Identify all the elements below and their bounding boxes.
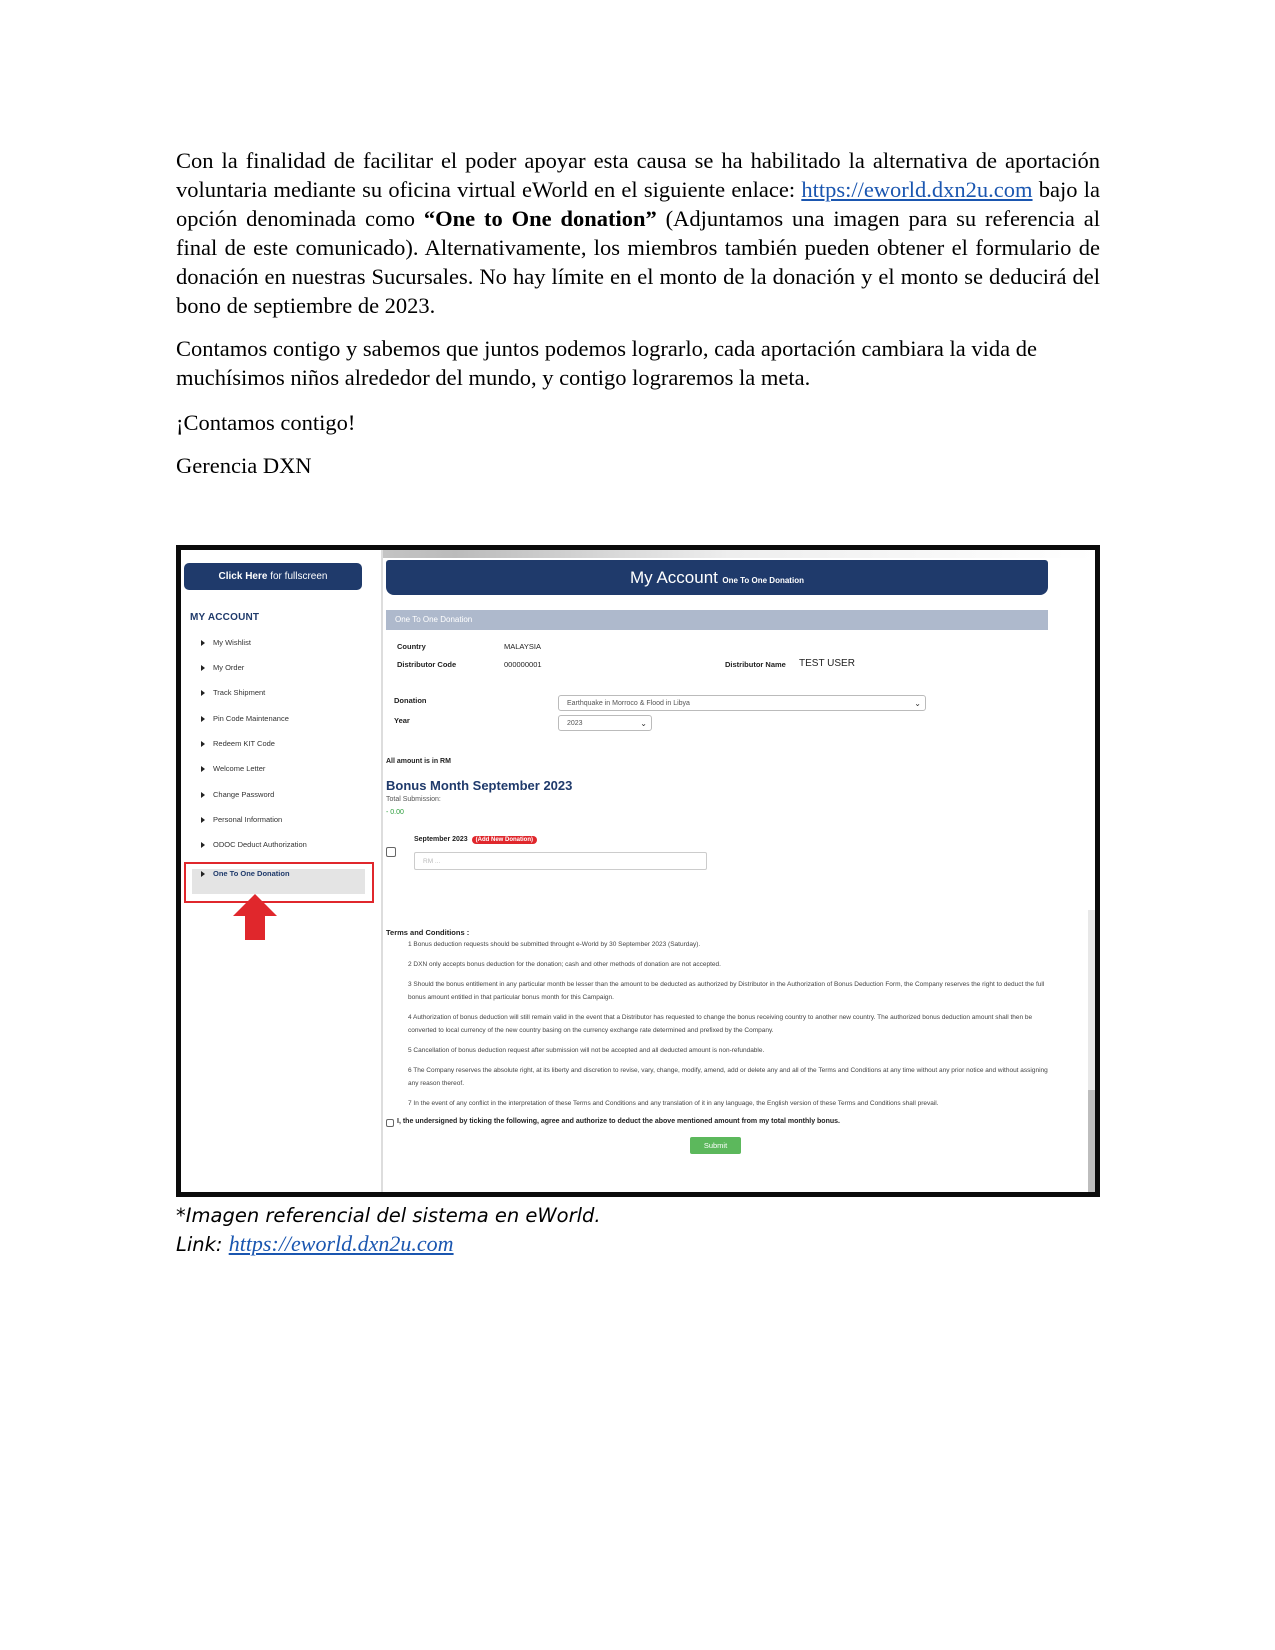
agree-checkbox[interactable] xyxy=(386,1119,394,1127)
caret-right-icon xyxy=(201,741,205,747)
sidebar-item-label: One To One Donation xyxy=(213,869,290,878)
section-title-bar: One To One Donation xyxy=(386,610,1048,630)
sidebar-item-welcome-letter[interactable] xyxy=(201,764,265,773)
paragraph-intro xyxy=(176,146,1100,320)
year-label: Year xyxy=(394,716,410,725)
one-to-one-donation-label: “One to One donation” xyxy=(423,206,657,231)
main-panel xyxy=(381,550,1095,1192)
sidebar-item-odoc[interactable] xyxy=(201,840,307,849)
caret-right-icon xyxy=(201,690,205,696)
term-item: 5 Cancellation of bonus deduction request after submission will not be accepted and all deducted amount is non-refundable. xyxy=(408,1047,765,1054)
sidebar-item-label: Change Password xyxy=(213,790,275,799)
caret-right-icon xyxy=(201,640,205,646)
sidebar-item-personal-info[interactable] xyxy=(201,815,282,824)
red-arrow-up-icon xyxy=(233,894,277,940)
paragraph-intro-text: Con la finalidad de facilitar el poder apoyar esta causa se ha habilitado la alternativa de aportación voluntaria mediante su oficina virtual eWorld en el siguiente enlace: xyxy=(176,148,1100,202)
bonus-month-title: Bonus Month September 2023 xyxy=(386,778,573,793)
add-donation-button[interactable]: (Add New Donation) xyxy=(472,836,537,844)
scrollbar[interactable] xyxy=(1088,910,1095,1197)
month-checkbox[interactable] xyxy=(386,847,396,857)
country-value: MALAYSIA xyxy=(504,642,541,651)
caption xyxy=(176,1202,601,1259)
fullscreen-button-label: for fullscreen xyxy=(267,571,328,582)
year-select[interactable] xyxy=(558,715,652,731)
caret-right-icon xyxy=(201,842,205,848)
sidebar-item-my-wishlist[interactable] xyxy=(201,638,251,647)
rm-amount-input[interactable]: RM ... xyxy=(414,852,707,870)
paragraph-intro-text-3: (Adjuntamos una imagen para su referencia al final de este comunicado). Alternativamente, los miembros también pueden obtener el formulario de donación en nuestras Sucursales. No hay límite en el monto de la donación y el monto se deducirá del bono de septiembre de 2023. xyxy=(176,206,1101,318)
caption-link-row xyxy=(176,1230,601,1259)
caret-right-icon xyxy=(201,716,205,722)
distributor-code-value: 000000001 xyxy=(504,660,542,669)
scrollbar-thumb[interactable] xyxy=(1088,1090,1095,1197)
total-submission-label: Total Submission: xyxy=(386,796,441,803)
eworld-screenshot xyxy=(176,545,1100,1197)
caption-line: *Imagen referencial del sistema en eWorld. xyxy=(176,1204,601,1227)
sidebar-item-my-order[interactable] xyxy=(201,663,244,672)
sidebar-item-label: My Wishlist xyxy=(213,638,251,647)
year-select-value: 2023 xyxy=(567,720,583,727)
distributor-name-value: TEST USER xyxy=(799,658,855,669)
caret-right-icon xyxy=(201,665,205,671)
distributor-code-label: Distributor Code xyxy=(397,660,457,669)
signature: Gerencia DXN xyxy=(176,453,312,478)
sidebar-item-pin-code[interactable] xyxy=(201,714,289,723)
donation-select-value: Earthquake in Morroco & Flood in Libya xyxy=(567,700,690,707)
fullscreen-button-bold: Click Here xyxy=(218,571,268,582)
paragraph-support: Contamos contigo y sabemos que juntos podemos lograrlo, cada aportación cambiara la vida de muchísimos niños alrededor del mundo, y contigo lograremos la meta. xyxy=(176,336,1038,390)
sidebar-item-label: Welcome Letter xyxy=(213,764,266,773)
donation-label: Donation xyxy=(394,696,427,705)
chevron-down-icon: ⌄ xyxy=(914,699,921,708)
sidebar xyxy=(181,550,383,1192)
sidebar-item-label: My Order xyxy=(213,663,245,672)
caret-right-icon xyxy=(201,766,205,772)
term-item: 7 In the event of any conflict in the interpretation of these Terms and Conditions and any translation of it in any language, the English version of these Terms and Conditions shall prevail. xyxy=(408,1100,939,1107)
distributor-name-label: Distributor Name xyxy=(725,660,786,669)
sidebar-item-label: Pin Code Maintenance xyxy=(213,714,289,723)
sidebar-item-label: Track Shipment xyxy=(213,688,266,697)
highlight-box xyxy=(184,862,374,903)
sidebar-item-change-password[interactable] xyxy=(201,790,274,799)
page-header xyxy=(386,560,1048,595)
sidebar-item-track-shipment[interactable] xyxy=(201,688,265,697)
total-submission-value: - 0.00 xyxy=(386,809,404,816)
term-item: 6 The Company reserves the absolute right, at its liberty and discretion to revise, vary, change, modify, amend, add or delete any and all of the Terms and Conditions at any time without any prior notice and without assigning any reason thereof. xyxy=(408,1067,1048,1087)
donation-select[interactable] xyxy=(558,695,926,711)
sidebar-item-redeem-kit[interactable] xyxy=(201,739,275,748)
paragraph-closing: ¡Contamos contigo! xyxy=(176,410,356,435)
caption-link-prefix: Link: xyxy=(176,1233,229,1256)
month-label: September 2023 xyxy=(414,836,468,843)
page-title: My Account xyxy=(630,568,718,587)
submit-button[interactable]: Submit xyxy=(690,1137,741,1154)
eworld-link[interactable]: https://eworld.dxn2u.com xyxy=(801,177,1033,202)
sidebar-item-label: ODOC Deduct Authorization xyxy=(213,840,307,849)
caret-right-icon xyxy=(201,792,205,798)
amount-note: All amount is in RM xyxy=(386,758,451,765)
term-item: 1 Bonus deduction requests should be submitted throught e-World by 30 September 2023 (Saturday). xyxy=(408,941,701,948)
term-item: 2 DXN only accepts bonus deduction for the donation; cash and other methods of donation are not accepted. xyxy=(408,961,721,968)
sidebar-item-label: Personal Information xyxy=(213,815,283,824)
agree-text: I, the undersigned by ticking the following, agree and authorize to deduct the above mentioned amount from my total monthly bonus. xyxy=(397,1118,840,1125)
term-item: 3 Should the bonus entitlement in any particular month be lesser than the amount to be deducted as authorized by Distributor in the Authorization of Bonus Deduction Form, the Company reserves the right to deduct the full bonus amount entitled in that particular bonus month for this Campaign. xyxy=(408,981,1045,1001)
month-row xyxy=(414,836,537,844)
caption-link[interactable]: https://eworld.dxn2u.com xyxy=(228,1231,454,1256)
country-label: Country xyxy=(397,642,426,651)
sidebar-title: MY ACCOUNT xyxy=(190,612,260,623)
sidebar-item-label: Redeem KIT Code xyxy=(213,739,275,748)
caret-right-icon xyxy=(201,817,205,823)
term-item: 4 Authorization of bonus deduction will still remain valid in the event that a Distributor has requested to change the bonus receiving country to another new country. The authorized bonus deduction amount shall then be converted to local currency of the new country basing on the currency exchange rate determined and prefixed by the Company. xyxy=(408,1014,1033,1034)
paragraph-intro-text-2: bajo la opción denominada como xyxy=(176,177,1100,231)
page-subtitle: One To One Donation xyxy=(722,576,804,585)
fullscreen-button[interactable] xyxy=(184,563,362,590)
chevron-down-icon: ⌄ xyxy=(640,719,647,728)
terms-title: Terms and Conditions : xyxy=(386,928,470,937)
